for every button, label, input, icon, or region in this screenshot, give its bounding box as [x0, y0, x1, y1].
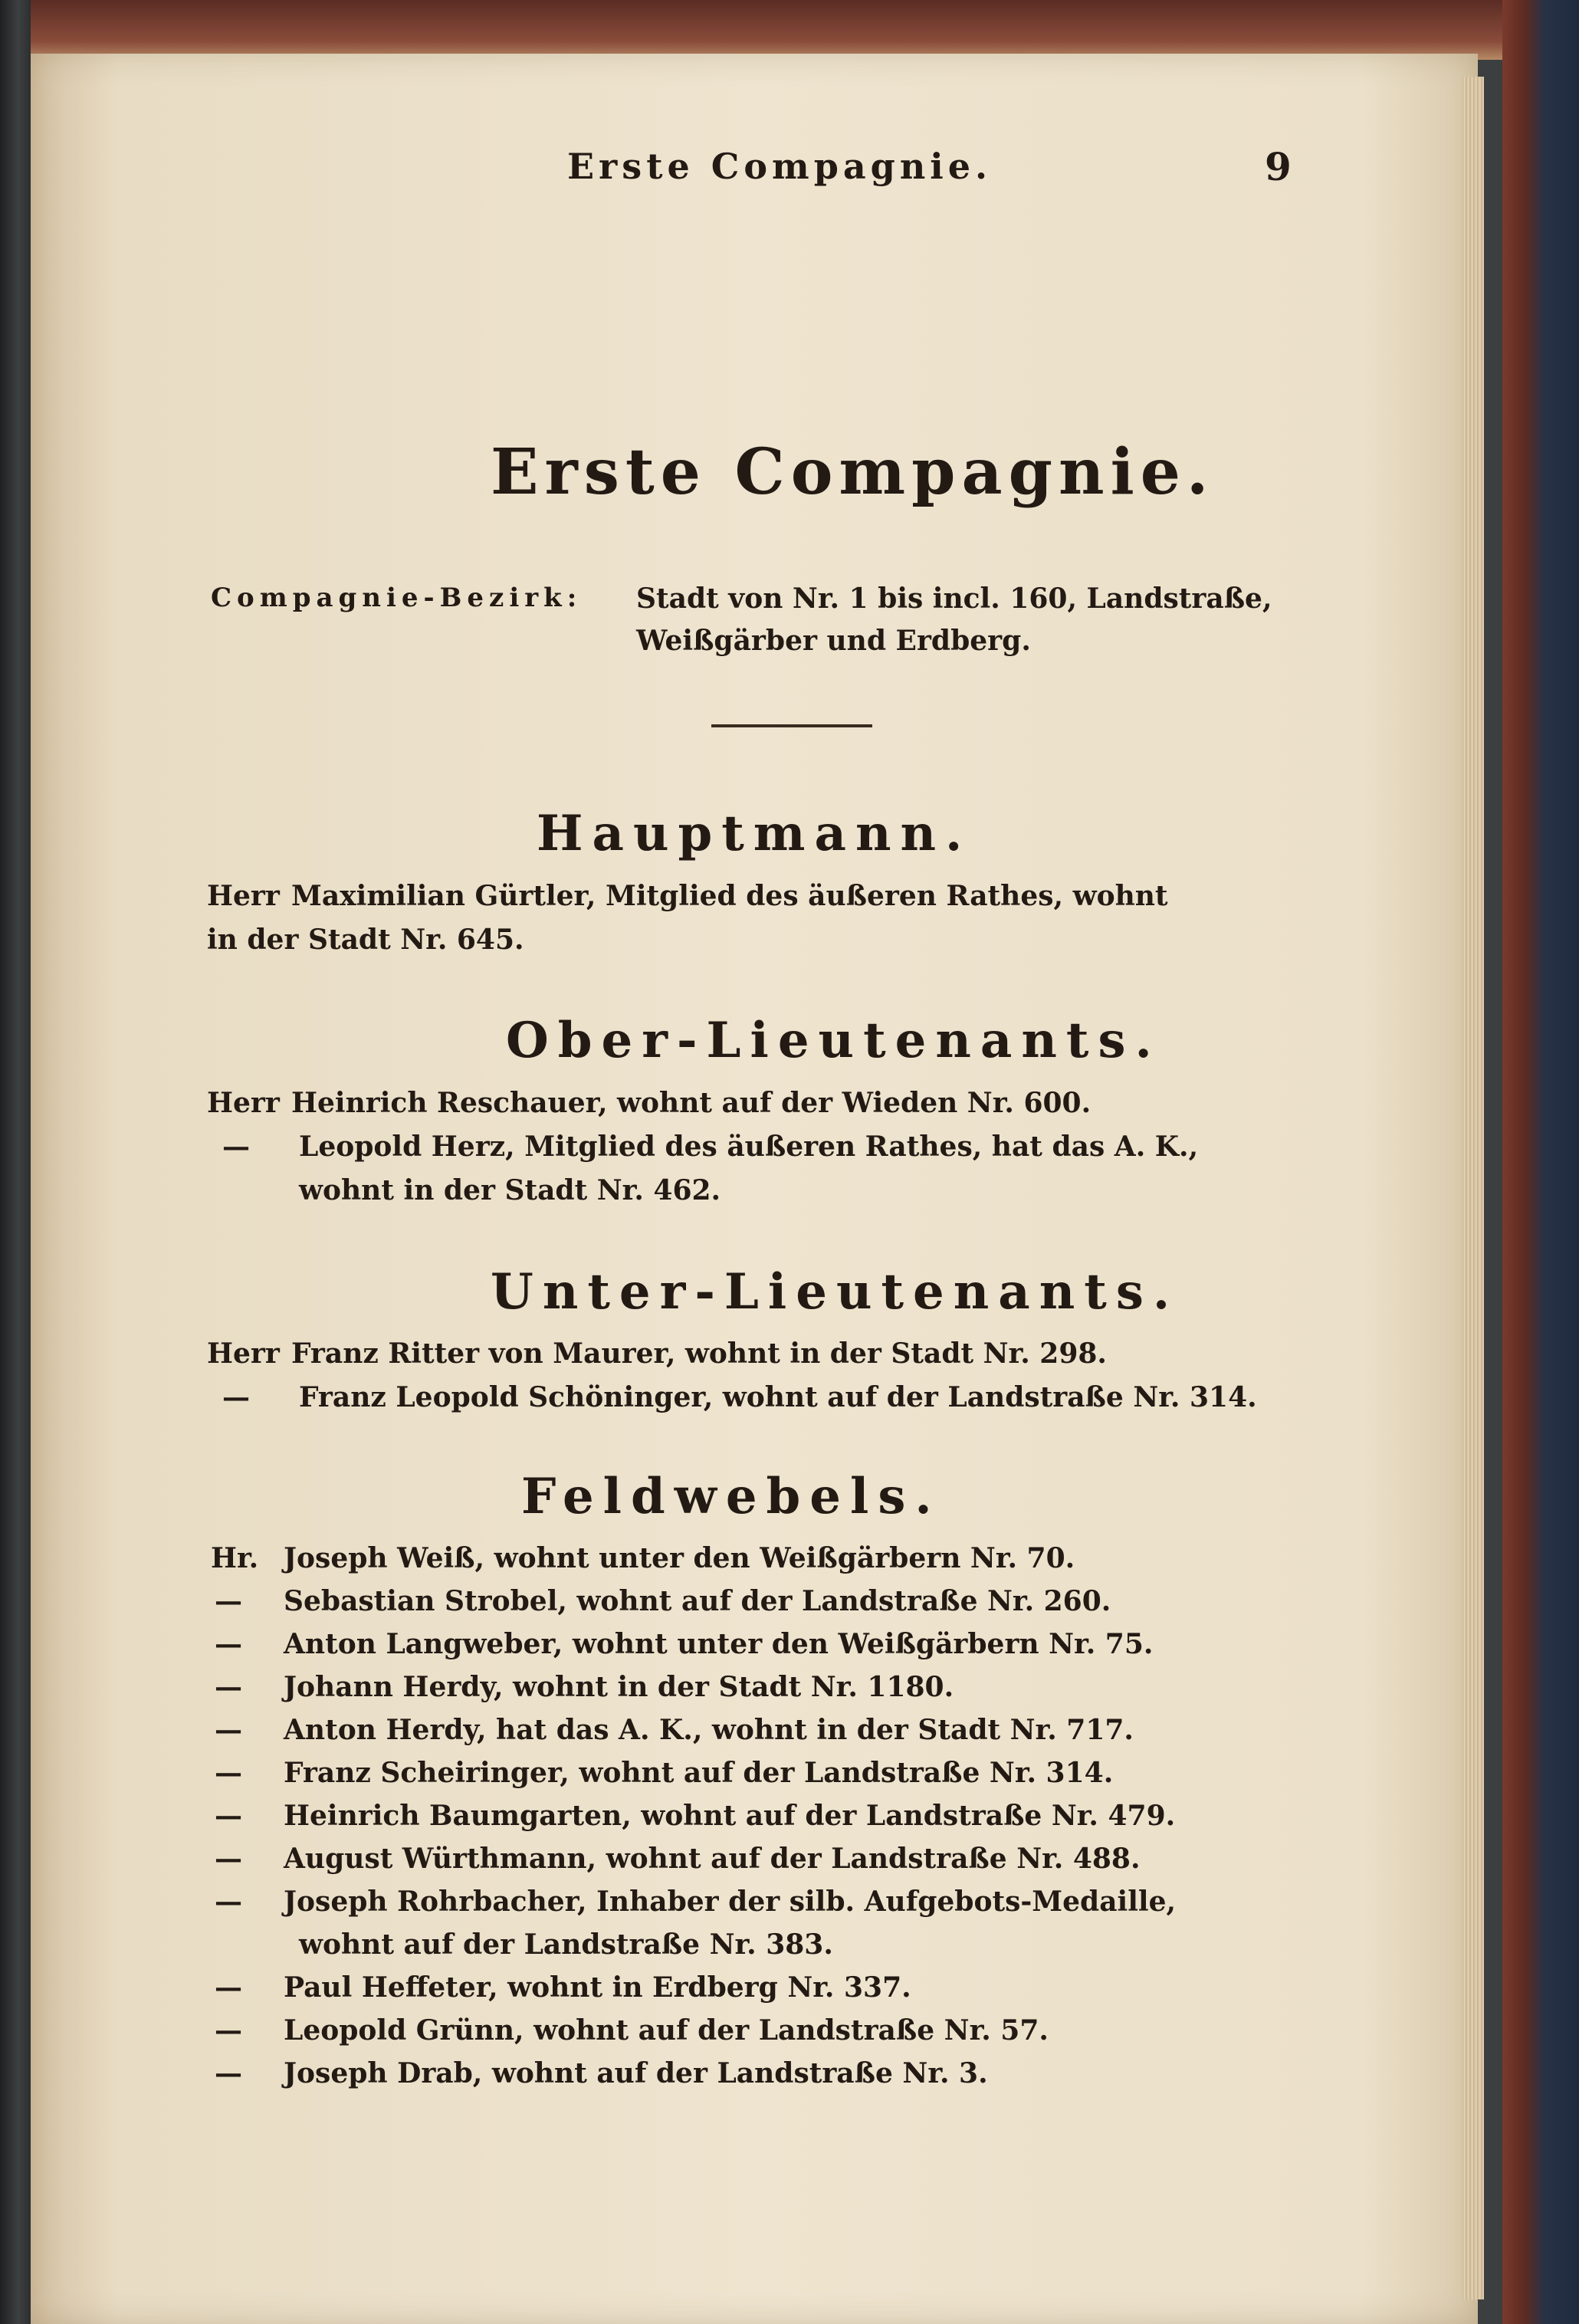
entry-prefix: — [215, 1971, 242, 2004]
entry-line: Franz Leopold Schöninger, wohnt auf der Landstraße Nr. 314. [299, 1381, 1257, 1413]
entry-line: Joseph Drab, wohnt auf der Landstraße Nr. 3. [284, 2057, 988, 2089]
book-cover-top [0, 0, 1579, 60]
entry-line: August Würthmann, wohnt auf der Landstraße Nr. 488. [284, 1843, 1141, 1875]
entry-line: Sebastian Strobel, wohnt auf der Landstraße Nr. 260. [284, 1585, 1111, 1617]
book-spine [0, 0, 31, 2324]
entry-line: Paul Heffeter, wohnt in Erdberg Nr. 337. [284, 1971, 911, 2004]
entry-line: Joseph Weiß, wohnt unter den Weißgärbern Nr. 70. [284, 1542, 1075, 1574]
entry-line: Franz Scheiringer, wohnt auf der Landstraße Nr. 314. [284, 1757, 1114, 1789]
district-line-1: Stadt von Nr. 1 bis incl. 160, Landstraße, [636, 583, 1272, 615]
entry-line: Heinrich Baumgarten, wohnt auf der Landstraße Nr. 479. [284, 1800, 1176, 1832]
book-cover-edge [1502, 0, 1579, 2324]
entry-prefix: Hr. [211, 1542, 259, 1574]
divider-rule [711, 724, 872, 727]
entry-line: Leopold Herz, Mitglied des äußeren Rathes, hat das A. K., [299, 1131, 1199, 1163]
entry-prefix: — [215, 1886, 242, 1918]
entry-prefix: Herr [207, 880, 280, 912]
entry-prefix: Herr [207, 1338, 280, 1370]
section-heading-hauptmann: Hauptmann. [537, 805, 972, 862]
entry-prefix: — [215, 2057, 242, 2089]
section-heading-unter-lieutenants: Unter-Lieutenants. [491, 1263, 1180, 1321]
entry-prefix: — [215, 1628, 242, 1660]
entry-prefix: — [215, 1585, 242, 1617]
entry-prefix: — [215, 1671, 242, 1703]
entry-line: Anton Herdy, hat das A. K., wohnt in der Stadt Nr. 717. [284, 1714, 1134, 1746]
entry-line: Anton Langweber, wohnt unter den Weißgärbern Nr. 75. [284, 1628, 1154, 1660]
entry-line: wohnt in der Stadt Nr. 462. [299, 1174, 721, 1206]
entry-prefix: Herr [207, 1087, 280, 1119]
district-label: Compagnie-Bezirk: [211, 583, 583, 613]
district-line-2: Weißgärber und Erdberg. [636, 625, 1031, 657]
entry-line: in der Stadt Nr. 645. [207, 924, 524, 956]
section-heading-feldwebels: Feldwebels. [521, 1468, 941, 1525]
entry-line: Franz Ritter von Maurer, wohnt in der Stadt Nr. 298. [291, 1338, 1107, 1370]
entry-line: Maximilian Gürtler, Mitglied des äußeren Rathes, wohnt [291, 880, 1168, 912]
entry-prefix: — [222, 1381, 250, 1413]
entry-line: Johann Herdy, wohnt in der Stadt Nr. 1180. [284, 1671, 954, 1703]
entry-line: wohnt auf der Landstraße Nr. 383. [299, 1928, 833, 1961]
section-heading-ober-lieutenants: Ober-Lieutenants. [506, 1012, 1161, 1069]
page-edges [1462, 77, 1484, 2299]
page-number: 9 [1265, 144, 1292, 189]
entry-prefix: — [215, 1800, 242, 1832]
entry-prefix: — [215, 1843, 242, 1875]
entry-prefix: — [215, 1757, 242, 1789]
entry-prefix: — [215, 1714, 242, 1746]
entry-prefix: — [222, 1131, 250, 1163]
entry-line: Heinrich Reschauer, wohnt auf der Wieden Nr. 600. [291, 1087, 1092, 1119]
entry-prefix: — [215, 2014, 242, 2047]
running-head: Erste Compagnie. [567, 146, 993, 187]
page-title: Erste Compagnie. [491, 435, 1215, 509]
entry-line: Leopold Grünn, wohnt auf der Landstraße Nr. 57. [284, 2014, 1049, 2047]
entry-line: Joseph Rohrbacher, Inhaber der silb. Aufgebots-Medaille, [284, 1886, 1177, 1918]
